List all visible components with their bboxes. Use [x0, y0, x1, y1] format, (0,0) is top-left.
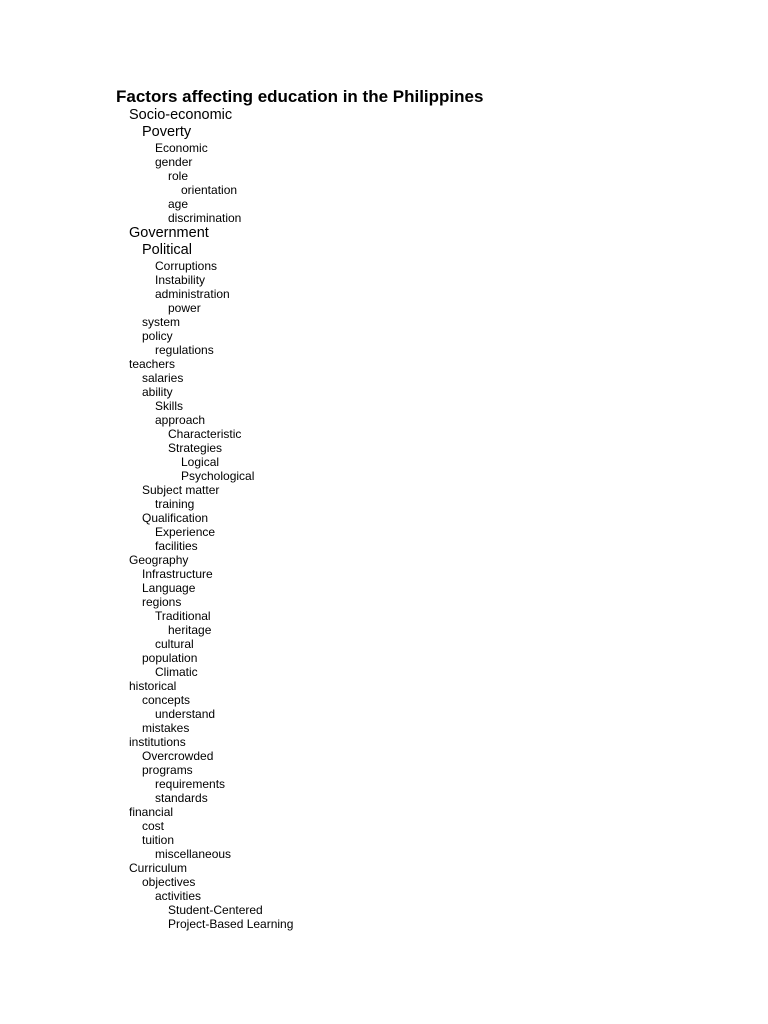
outline-item-label: Political: [142, 242, 192, 258]
outline-item-label: Skills: [155, 399, 184, 413]
outline-item-label: Characteristic: [168, 427, 242, 441]
outline-item-label: Psychological: [181, 469, 255, 483]
outline-item-label: teachers: [129, 357, 176, 371]
outline-item-label: Infrastructure: [142, 567, 213, 581]
outline-item-label: facilities: [155, 539, 198, 553]
outline-item: [0, 259, 768, 273]
outline-item: [0, 763, 768, 777]
outline-item-label: understand: [155, 707, 216, 721]
outline-item: [0, 301, 768, 315]
outline-item-label: Language: [142, 581, 196, 595]
outline-item: [0, 343, 768, 357]
outline-item: [0, 155, 768, 169]
outline-item: [0, 287, 768, 301]
outline-item: [0, 875, 768, 889]
outline-item-label: Project-Based Learning: [168, 917, 294, 931]
outline-item-label: miscellaneous: [155, 847, 232, 861]
outline-item: [0, 609, 768, 623]
outline-item: [0, 567, 768, 581]
outline-item-label: Overcrowded: [142, 749, 214, 763]
outline-item-label: Geography: [129, 553, 189, 567]
outline-item-label: power: [168, 301, 201, 315]
outline-item: [0, 242, 768, 259]
outline-item: [0, 791, 768, 805]
outline-item: [0, 749, 768, 763]
outline-item: [0, 553, 768, 567]
outline-item: [0, 399, 768, 413]
outline-item-label: regions: [142, 595, 182, 609]
outline-item: [0, 847, 768, 861]
outline-item: [0, 651, 768, 665]
outline-item: [0, 721, 768, 735]
outline-item-label: Corruptions: [155, 259, 218, 273]
outline-item-label: Qualification: [142, 511, 209, 525]
outline-item: [0, 371, 768, 385]
outline-item-label: activities: [155, 889, 202, 903]
outline-item: [0, 483, 768, 497]
outline-item: [0, 819, 768, 833]
outline-item-label: institutions: [129, 735, 186, 749]
outline-item: [0, 539, 768, 553]
outline-item-label: administration: [155, 287, 230, 301]
outline-item-label: Subject matter: [142, 483, 220, 497]
outline-item: [0, 833, 768, 847]
outline-item: [0, 693, 768, 707]
outline-item: [0, 315, 768, 329]
outline-item: [0, 427, 768, 441]
outline-item-label: orientation: [181, 183, 238, 197]
outline-item: [0, 357, 768, 371]
outline-item: [0, 183, 768, 197]
outline-item: [0, 665, 768, 679]
outline-item: [0, 889, 768, 903]
outline-item: [0, 903, 768, 917]
outline-item-label: gender: [155, 155, 193, 169]
outline-item-label: population: [142, 651, 198, 665]
outline-item-label: heritage: [168, 623, 212, 637]
outline-item-label: role: [168, 169, 189, 183]
outline-tree: [0, 107, 768, 931]
outline-item-label: Student-Centered: [168, 903, 263, 917]
outline-item-label: programs: [142, 763, 193, 777]
outline-item: [0, 455, 768, 469]
outline-item: [0, 581, 768, 595]
outline-item-label: financial: [129, 805, 174, 819]
outline-item-label: Economic: [155, 141, 208, 155]
outline-item: [0, 623, 768, 637]
outline-item-label: cost: [142, 819, 165, 833]
outline-item: [0, 141, 768, 155]
outline-item-label: mistakes: [142, 721, 190, 735]
outline-item: [0, 211, 768, 225]
outline-item: [0, 637, 768, 651]
outline-item-label: concepts: [142, 693, 191, 707]
outline-item: [0, 511, 768, 525]
outline-item-label: Government: [129, 225, 209, 241]
outline-item-label: historical: [129, 679, 177, 693]
outline-item: [0, 735, 768, 749]
outline-item-label: Curriculum: [129, 861, 188, 875]
outline-item: [0, 805, 768, 819]
outline-item: [0, 385, 768, 399]
outline-item-label: Poverty: [142, 124, 192, 140]
outline-item-label: Experience: [155, 525, 216, 539]
outline-item-label: training: [155, 497, 195, 511]
outline-item-label: age: [168, 197, 189, 211]
outline-item-label: Instability: [155, 273, 206, 287]
outline-item: [0, 441, 768, 455]
outline-item: [0, 497, 768, 511]
outline-item-label: Logical: [181, 455, 220, 469]
outline-item-label: cultural: [155, 637, 194, 651]
outline-item-label: Climatic: [155, 665, 198, 679]
outline-item-label: regulations: [155, 343, 214, 357]
outline-item-label: tuition: [142, 833, 175, 847]
outline-item-label: ability: [142, 385, 173, 399]
outline-item: [0, 679, 768, 693]
outline-item: [0, 777, 768, 791]
outline-item-label: Strategies: [168, 441, 223, 455]
outline-item: [0, 124, 768, 141]
outline-item: [0, 169, 768, 183]
outline-item-label: discrimination: [168, 211, 242, 225]
page-title: Factors affecting education in the Philippines: [116, 87, 484, 106]
outline-item-label: approach: [155, 413, 206, 427]
outline-item: [0, 197, 768, 211]
outline-item-label: salaries: [142, 371, 184, 385]
outline-item: [0, 413, 768, 427]
outline-item: [0, 107, 768, 124]
outline-item: [0, 861, 768, 875]
outline-item: [0, 707, 768, 721]
outline-item-label: policy: [142, 329, 173, 343]
outline-item-label: Socio-economic: [129, 107, 233, 123]
outline-item-label: objectives: [142, 875, 196, 889]
outline-item: [0, 525, 768, 539]
outline-item-label: requirements: [155, 777, 226, 791]
outline-item-label: system: [142, 315, 181, 329]
outline-item: [0, 225, 768, 242]
outline-item: [0, 469, 768, 483]
outline-item-label: standards: [155, 791, 208, 805]
outline-item: [0, 595, 768, 609]
outline-item: [0, 917, 768, 931]
outline-item: [0, 329, 768, 343]
outline-item: [0, 273, 768, 287]
outline-item-label: Traditional: [155, 609, 211, 623]
